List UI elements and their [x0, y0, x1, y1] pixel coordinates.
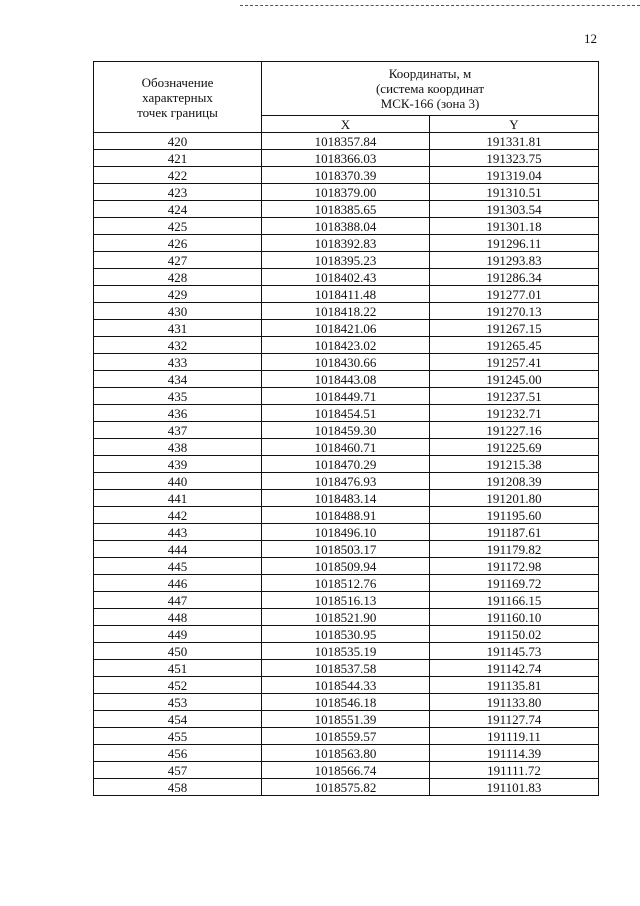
- table-row: [94, 660, 599, 677]
- x-coordinate-cell: 1018483.14: [262, 490, 430, 507]
- point-number-cell: 439: [94, 456, 262, 473]
- table-row: [94, 524, 599, 541]
- x-coordinate-cell: 1018521.90: [262, 609, 430, 626]
- point-number-cell: 449: [94, 626, 262, 643]
- point-number-cell: 436: [94, 405, 262, 422]
- header-point-line: Обозначение: [141, 74, 214, 90]
- y-coordinate-cell: 191195.60: [430, 507, 599, 524]
- header-point-line: характерных: [142, 89, 213, 105]
- point-number-cell: 455: [94, 728, 262, 745]
- x-coordinate-cell: 1018459.30: [262, 422, 430, 439]
- table-row: [94, 609, 599, 626]
- table-row: [94, 745, 599, 762]
- table-row: [94, 541, 599, 558]
- y-coordinate-cell: 191232.71: [430, 405, 599, 422]
- table-row: [94, 150, 599, 167]
- y-coordinate-cell: 191135.81: [430, 677, 599, 694]
- table-row: [94, 337, 599, 354]
- y-coordinate-cell: 191114.39: [430, 745, 599, 762]
- point-number-cell: 457: [94, 762, 262, 779]
- point-number-cell: 421: [94, 150, 262, 167]
- point-number-cell: 431: [94, 320, 262, 337]
- x-coordinate-cell: 1018357.84: [262, 133, 430, 150]
- table-row: [94, 473, 599, 490]
- point-number-cell: 447: [94, 592, 262, 609]
- point-number-cell: 441: [94, 490, 262, 507]
- x-coordinate-cell: 1018454.51: [262, 405, 430, 422]
- x-coordinate-cell: 1018470.29: [262, 456, 430, 473]
- y-coordinate-cell: 191119.11: [430, 728, 599, 745]
- table-row: [94, 677, 599, 694]
- table-row: [94, 694, 599, 711]
- x-coordinate-cell: 1018537.58: [262, 660, 430, 677]
- header-coords-line: (система координат: [375, 81, 485, 96]
- point-number-cell: 448: [94, 609, 262, 626]
- y-coordinate-cell: 191215.38: [430, 456, 599, 473]
- y-coordinate-cell: 191301.18: [430, 218, 599, 235]
- x-coordinate-cell: 1018392.83: [262, 235, 430, 252]
- table-row: [94, 286, 599, 303]
- x-coordinate-cell: 1018575.82: [262, 779, 430, 796]
- table-row: [94, 728, 599, 745]
- x-coordinate-cell: 1018395.23: [262, 252, 430, 269]
- x-coordinate-cell: 1018535.19: [262, 643, 430, 660]
- point-number-cell: 437: [94, 422, 262, 439]
- header-point-designation: [94, 62, 262, 133]
- y-coordinate-cell: 191237.51: [430, 388, 599, 405]
- table-row: [94, 779, 599, 796]
- table-row: [94, 626, 599, 643]
- point-number-cell: 445: [94, 558, 262, 575]
- point-number-cell: 442: [94, 507, 262, 524]
- point-number-cell: 426: [94, 235, 262, 252]
- header-coords-line: Координаты, м: [388, 66, 472, 81]
- x-coordinate-cell: 1018512.76: [262, 575, 430, 592]
- point-number-cell: 452: [94, 677, 262, 694]
- x-coordinate-cell: 1018430.66: [262, 354, 430, 371]
- point-number-cell: 451: [94, 660, 262, 677]
- x-coordinate-cell: 1018544.33: [262, 677, 430, 694]
- table-row: [94, 575, 599, 592]
- header-coords-line: МСК-166 (зона 3): [380, 96, 480, 111]
- y-coordinate-cell: 191303.54: [430, 201, 599, 218]
- table-row: [94, 711, 599, 728]
- table-row: [94, 643, 599, 660]
- table-row: [94, 320, 599, 337]
- y-coordinate-cell: 191267.15: [430, 320, 599, 337]
- table-row: [94, 201, 599, 218]
- y-coordinate-cell: 191166.15: [430, 592, 599, 609]
- table-row: [94, 592, 599, 609]
- x-coordinate-cell: 1018418.22: [262, 303, 430, 320]
- y-coordinate-cell: 191286.34: [430, 269, 599, 286]
- point-number-cell: 458: [94, 779, 262, 796]
- y-coordinate-cell: 191160.10: [430, 609, 599, 626]
- table-row: [94, 235, 599, 252]
- page-number: 12: [584, 31, 597, 46]
- point-number-cell: 444: [94, 541, 262, 558]
- table-row: [94, 252, 599, 269]
- y-coordinate-cell: 191142.74: [430, 660, 599, 677]
- header-coordinates-group: [262, 62, 599, 116]
- point-number-cell: 420: [94, 133, 262, 150]
- x-coordinate-cell: 1018388.04: [262, 218, 430, 235]
- table-row: [94, 507, 599, 524]
- coordinates-table: [93, 61, 599, 796]
- point-number-cell: 453: [94, 694, 262, 711]
- point-number-cell: 443: [94, 524, 262, 541]
- header-y: Y: [430, 116, 599, 133]
- table-row: [94, 303, 599, 320]
- point-number-cell: 428: [94, 269, 262, 286]
- x-coordinate-cell: 1018496.10: [262, 524, 430, 541]
- x-coordinate-cell: 1018460.71: [262, 439, 430, 456]
- table-row: [94, 405, 599, 422]
- y-coordinate-cell: 191101.83: [430, 779, 599, 796]
- table-row: [94, 167, 599, 184]
- y-coordinate-cell: 191145.73: [430, 643, 599, 660]
- x-coordinate-cell: 1018516.13: [262, 592, 430, 609]
- x-coordinate-cell: 1018423.02: [262, 337, 430, 354]
- point-number-cell: 433: [94, 354, 262, 371]
- x-coordinate-cell: 1018503.17: [262, 541, 430, 558]
- point-number-cell: 438: [94, 439, 262, 456]
- y-coordinate-cell: 191331.81: [430, 133, 599, 150]
- x-coordinate-cell: 1018551.39: [262, 711, 430, 728]
- table-row: [94, 558, 599, 575]
- point-number-cell: 454: [94, 711, 262, 728]
- point-number-cell: 422: [94, 167, 262, 184]
- table-row: [94, 439, 599, 456]
- table-row: [94, 218, 599, 235]
- table-row: [94, 422, 599, 439]
- point-number-cell: 434: [94, 371, 262, 388]
- point-number-cell: 456: [94, 745, 262, 762]
- y-coordinate-cell: 191133.80: [430, 694, 599, 711]
- x-coordinate-cell: 1018530.95: [262, 626, 430, 643]
- point-number-cell: 440: [94, 473, 262, 490]
- x-coordinate-cell: 1018509.94: [262, 558, 430, 575]
- x-coordinate-cell: 1018443.08: [262, 371, 430, 388]
- point-number-cell: 423: [94, 184, 262, 201]
- x-coordinate-cell: 1018488.91: [262, 507, 430, 524]
- y-coordinate-cell: 191169.72: [430, 575, 599, 592]
- y-coordinate-cell: 191179.82: [430, 541, 599, 558]
- y-coordinate-cell: 191323.75: [430, 150, 599, 167]
- y-coordinate-cell: 191265.45: [430, 337, 599, 354]
- x-coordinate-cell: 1018421.06: [262, 320, 430, 337]
- table-row: [94, 388, 599, 405]
- y-coordinate-cell: 191270.13: [430, 303, 599, 320]
- y-coordinate-cell: 191277.01: [430, 286, 599, 303]
- x-coordinate-cell: 1018563.80: [262, 745, 430, 762]
- point-number-cell: 425: [94, 218, 262, 235]
- y-coordinate-cell: 191296.11: [430, 235, 599, 252]
- x-coordinate-cell: 1018370.39: [262, 167, 430, 184]
- table-row: [94, 371, 599, 388]
- y-coordinate-cell: 191227.16: [430, 422, 599, 439]
- point-number-cell: 446: [94, 575, 262, 592]
- point-number-cell: 432: [94, 337, 262, 354]
- y-coordinate-cell: 191208.39: [430, 473, 599, 490]
- table-row: [94, 762, 599, 779]
- y-coordinate-cell: 191310.51: [430, 184, 599, 201]
- x-coordinate-cell: 1018411.48: [262, 286, 430, 303]
- point-number-cell: 430: [94, 303, 262, 320]
- point-number-cell: 427: [94, 252, 262, 269]
- x-coordinate-cell: 1018379.00: [262, 184, 430, 201]
- table-row: [94, 490, 599, 507]
- point-number-cell: 435: [94, 388, 262, 405]
- y-coordinate-cell: 191111.72: [430, 762, 599, 779]
- x-coordinate-cell: 1018566.74: [262, 762, 430, 779]
- y-coordinate-cell: 191319.04: [430, 167, 599, 184]
- y-coordinate-cell: 191225.69: [430, 439, 599, 456]
- top-rule: [240, 5, 640, 6]
- table-header: [94, 62, 599, 133]
- y-coordinate-cell: 191127.74: [430, 711, 599, 728]
- y-coordinate-cell: 191172.98: [430, 558, 599, 575]
- point-number-cell: 424: [94, 201, 262, 218]
- header-point-line: точек границы: [137, 104, 218, 120]
- table-row: [94, 456, 599, 473]
- y-coordinate-cell: 191150.02: [430, 626, 599, 643]
- y-coordinate-cell: 191257.41: [430, 354, 599, 371]
- table-row: [94, 133, 599, 150]
- x-coordinate-cell: 1018546.18: [262, 694, 430, 711]
- table-body: [94, 133, 599, 796]
- x-coordinate-cell: 1018476.93: [262, 473, 430, 490]
- x-coordinate-cell: 1018385.65: [262, 201, 430, 218]
- y-coordinate-cell: 191245.00: [430, 371, 599, 388]
- table-row: [94, 354, 599, 371]
- y-coordinate-cell: 191187.61: [430, 524, 599, 541]
- y-coordinate-cell: 191201.80: [430, 490, 599, 507]
- x-coordinate-cell: 1018449.71: [262, 388, 430, 405]
- x-coordinate-cell: 1018366.03: [262, 150, 430, 167]
- x-coordinate-cell: 1018402.43: [262, 269, 430, 286]
- point-number-cell: 450: [94, 643, 262, 660]
- table-row: [94, 184, 599, 201]
- y-coordinate-cell: 191293.83: [430, 252, 599, 269]
- x-coordinate-cell: 1018559.57: [262, 728, 430, 745]
- header-x: X: [262, 116, 430, 133]
- table-row: [94, 269, 599, 286]
- point-number-cell: 429: [94, 286, 262, 303]
